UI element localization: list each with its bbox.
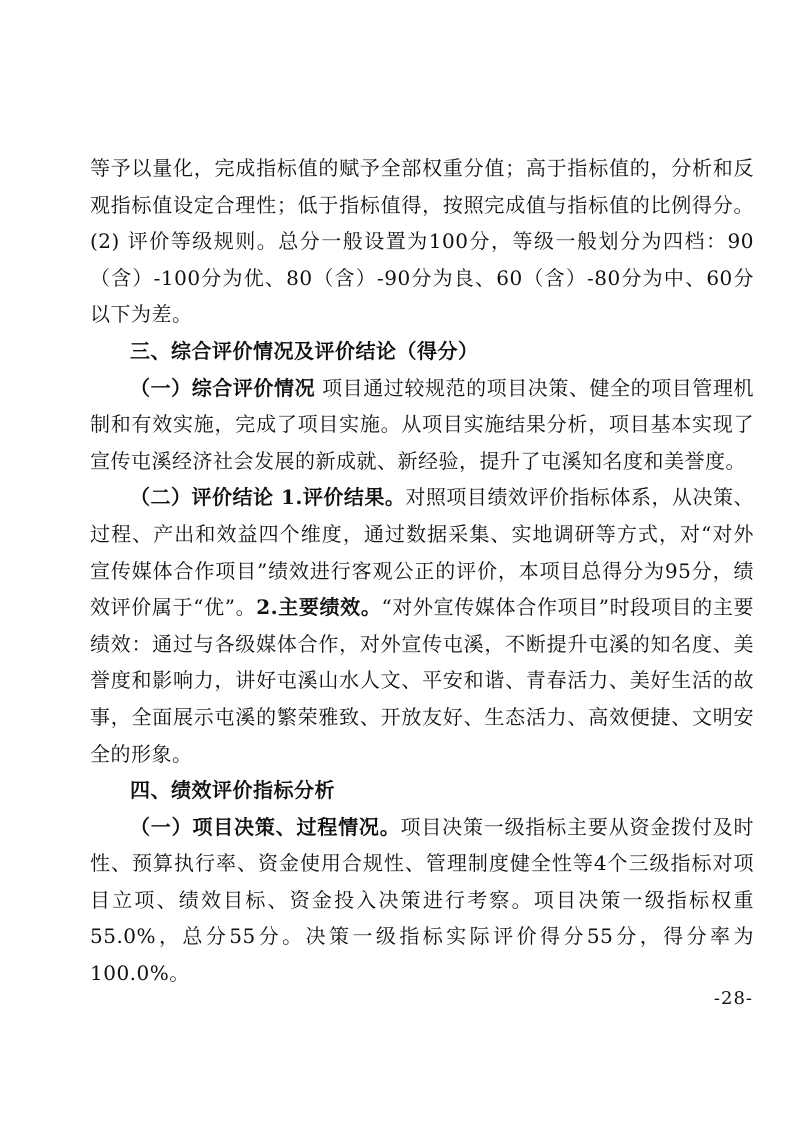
evaluation-result-text: 对照项目绩效评价指标体系，从决策、过程、产出和效益四个维度，通过数据采集、实地调研等方式，对“对外宣传媒体合作项目”绩效进行客观公正的评价，本项目总得分为95分，绩效评价属于“优”。 [90, 485, 755, 620]
section-heading-3: 三、综合评价情况及评价结论（得分） [130, 338, 479, 363]
subheading-overall-evaluation: （一）综合评价情况 [130, 375, 316, 400]
paragraph-overall-evaluation [90, 370, 754, 480]
paragraph-evaluation-conclusion [90, 479, 754, 772]
section-heading-4: 四、绩效评价指标分析 [130, 778, 335, 803]
page-body [90, 150, 754, 992]
page-number: -28- [713, 988, 753, 1009]
subheading-evaluation-conclusion: （二）评价结论 1.评价结果。 [130, 485, 406, 510]
subheading-decision-process: （一）项目决策、过程情况。 [130, 814, 401, 839]
subheading-main-performance: 2.主要绩效。 [256, 595, 382, 620]
overall-evaluation-text: 项目通过较规范的项目决策、健全的项目管理机制和有效实施，完成了项目实施。从项目实施结果分析，项目基本实现了宣传屯溪经济社会发展的新成就、新经验，提升了屯溪知名度和美誉度。 [90, 375, 755, 473]
paragraph-scoring-rules: 等予以量化，完成指标值的赋予全部权重分值；高于指标值的，分析和反观指标值设定合理性；低于指标值得，按照完成值与指标值的比例得分。(2) 评价等级规则。总分一般设置为100分，等级一般划分为四档：90（含）-100分为优、80（含）-90分为良、60（含）-80分为中、60分以下为差。 [90, 156, 754, 327]
main-performance-text: “对外宣传媒体合作项目”时段项目的主要绩效：通过与各级媒体合作，对外宣传屯溪，不断提升屯溪的知名度、美誉度和影响力，讲好屯溪山水人文、平安和谐、青春活力、美好生活的故事，全面展示屯溪的繁荣雅致、开放友好、生态活力、高效便捷、文明安全的形象。 [90, 595, 754, 766]
paragraph-decision-process [90, 809, 754, 992]
decision-process-text: 项目决策一级指标主要从资金拨付及时性、预算执行率、资金使用合规性、管理制度健全性等4个三级指标对项目立项、绩效目标、资金投入决策进行考察。项目决策一级指标权重55.0%，总分55分。决策一级指标实际评价得分55分，得分率为100.0%。 [90, 814, 755, 986]
